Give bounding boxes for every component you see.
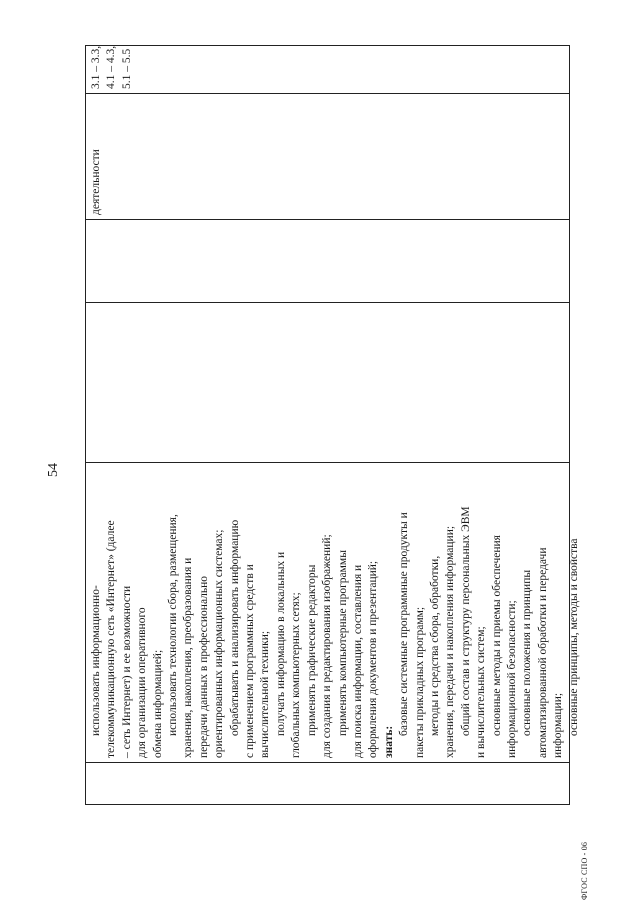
skills-line: хранения, передачи и накопления информации; [444,525,457,758]
page-number: 54 [46,463,61,477]
curriculum-table [85,45,580,805]
skills-line: обмена информацией; [151,649,164,758]
skills-line: – сеть Интернет) и ее возможности [120,585,133,758]
skills-line: методы и средства сбора, обработки, [428,555,441,736]
document-footer: ФГОС СПО - 06 [580,841,589,900]
competency-code: 5.1 – 5.5 [120,48,133,89]
skills-line: для организации оперативного [136,607,149,758]
table-cell-skills [86,462,580,762]
skills-line: общий состав и структуру персональных ЭВМ [459,506,472,736]
skills-line: автоматизированной обработки и передачи [536,547,549,758]
table-cell-competencies [86,44,569,93]
activity-text: деятельности [90,149,102,215]
table-cell-index [86,762,569,804]
skills-line: использовать информационно- [90,585,102,736]
competency-code: 3.1 – 3.3, [90,45,102,89]
skills-line: пакеты прикладных программ; [413,606,426,758]
skills-line: использовать технологии сбора, размещения, [167,514,180,736]
table-cell-activity [86,93,569,219]
skills-line: информации; [552,692,565,758]
competency-code: 4.1 – 4.3, [105,45,118,89]
skills-line: обрабатывать и анализировать информацию [228,519,241,736]
skills-line: основные принципы, методы и свойства [567,538,580,736]
skills-line: вычислительной техники; [259,630,272,758]
skills-line: применять компьютерные программы [336,550,349,736]
skills-line: передачи данных в профессионально [197,575,210,758]
skills-line: основные положения и принципы [521,569,534,736]
skills-line: и вычислительных систем; [475,626,488,758]
skills-line: оформления документов и презентаций; [367,560,380,758]
skills-line: базовые системные программные продукты и [398,512,411,736]
skills-line: информационной безопасности; [505,600,518,758]
skills-line: основные методы и приемы обеспечения [490,535,503,736]
skills-line: применять графические редакторы [305,564,318,736]
document-page [40,40,600,900]
skills-line: хранения, накопления, преобразования и [182,557,195,758]
table-cell-hours-max [86,302,569,462]
skills-line: получать информацию в локальных и [274,551,287,736]
skills-line: с применением программных средств и [244,564,257,758]
skills-line: телекоммуникационную сеть «Интернет» (далее [105,520,118,758]
skills-line: для поиска информации, составления и [351,564,364,758]
skills-line: глобальных компьютерных сетях; [290,592,303,758]
table-cell-hours-class [86,219,569,302]
skills-line: знать: [382,725,395,758]
skills-line: для создания и редактирования изображений; [321,534,334,758]
skills-line: ориентированных информационных системах; [213,529,226,758]
